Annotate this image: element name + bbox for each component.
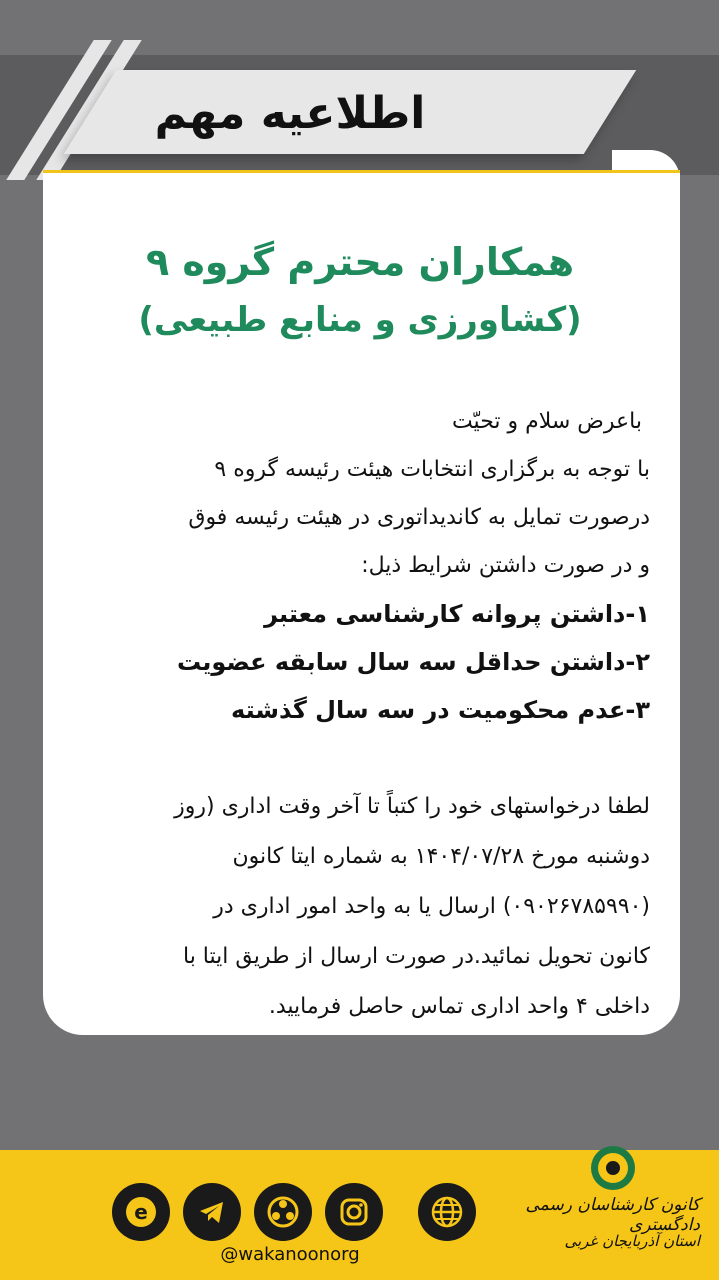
request-line: لطفا درخواستهای خود را کتباً تا آخر وقت اداری (روز — [174, 794, 650, 819]
svg-text:e: e — [134, 1200, 148, 1224]
intro-line: درصورت تمایل به کاندیداتوری در هیئت رئیسه فوق — [188, 505, 650, 530]
intro-line: و در صورت داشتن شرایط ذیل: — [361, 553, 650, 578]
heading-line2: (کشاورزی و منابع طبیعی) — [138, 300, 582, 340]
organization-logo — [588, 1143, 638, 1193]
condition-item: ۲-داشتن حداقل سه سال سابقه عضویت — [176, 648, 650, 676]
request-line: کانون تحویل نمائید.در صورت ارسال از طریق ایتا با — [182, 944, 650, 969]
intro-line: با توجه به برگزاری انتخابات هیئت رئیسه گروه ۹ — [214, 457, 650, 482]
org-province: استان آذربایجان غربی — [564, 1232, 700, 1250]
telegram-icon[interactable] — [183, 1183, 241, 1241]
request-line: دوشنبه مورخ ۱۴۰۴/۰۷/۲۸ به شماره ایتا کانون — [232, 844, 650, 869]
intro-paragraph — [70, 398, 650, 734]
greeting: باعرض سلام و تحیّت — [451, 409, 642, 434]
globe-icon[interactable] — [418, 1183, 476, 1241]
request-paragraph — [70, 782, 650, 1032]
eitaa-icon[interactable] — [112, 1183, 170, 1241]
page-title: اطلاعیه مهم — [154, 88, 426, 139]
condition-item: ۱-داشتن پروانه کارشناسی معتبر — [264, 600, 650, 628]
request-line: داخلی ۴ واحد اداری تماس حاصل فرمایید. — [268, 994, 650, 1019]
social-handle: @wakanoonorg — [220, 1244, 360, 1265]
instagram-icon[interactable] — [325, 1183, 383, 1241]
condition-item: ۳-عدم محکومیت در سه سال گذشته — [231, 696, 650, 724]
request-line: (۰۹۰۲۶۷۸۵۹۹۰) ارسال یا به واحد امور اداری در — [213, 894, 650, 919]
org-name: کانون کارشناسان رسمی دادگستری — [525, 1195, 700, 1235]
rubika-icon[interactable] — [254, 1183, 312, 1241]
heading-line1: همکاران محترم گروه ۹ — [145, 240, 575, 284]
